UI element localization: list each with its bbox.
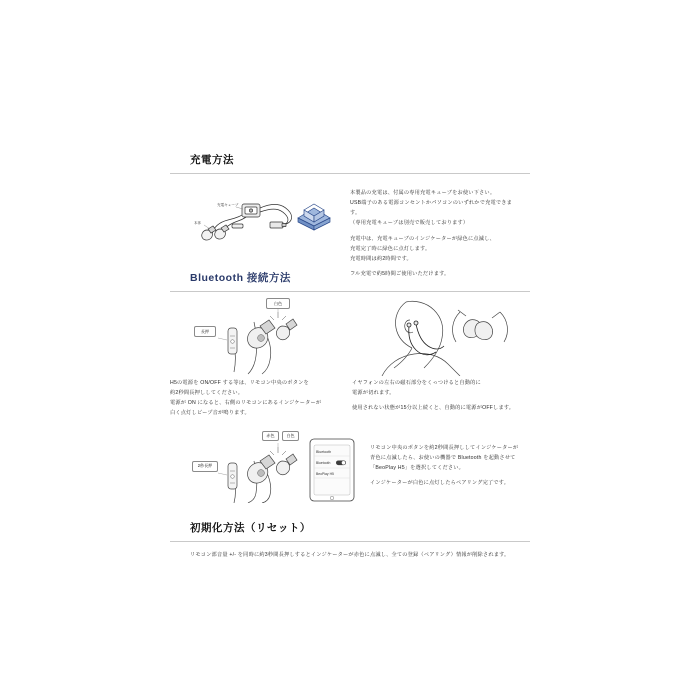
charging-line-3: （専用充電キューブは別売で販売しております） [350,220,469,227]
bluetooth-text-left [170,378,352,419]
bluetooth-magnet-figure [352,298,530,376]
pair-line-2: 青色に点滅したら、お使いの機器で Bluetooth を起動させて [370,454,516,461]
neck-illustration [352,298,530,376]
remote-control-pairing [228,463,237,489]
earbud [247,319,297,348]
bluetooth-divider [170,291,530,292]
bt-left-line-1: H5の電源を ON/OFF する等は、リモコン中央のボタンを [170,380,309,386]
bubble-white-indicator: 白色 [266,298,290,309]
section-bluetooth [170,268,530,503]
remote-control [228,328,237,354]
earbud-pairing [247,454,297,483]
charging-content [170,182,530,279]
magnet-closeup [453,310,508,342]
pairing-figure [170,431,370,503]
charging-heading: 充電方法 [190,154,234,166]
bluetooth-figures-row [170,298,530,376]
bluetooth-remote-figure [170,298,352,376]
remote-illustration [170,298,352,376]
bt-left-line-3: 電源が ON になると、右側のリモコンにあるインジケーターが [170,400,322,407]
charging-line-6: 充電時間は約2時間です。 [350,255,412,262]
reset-divider [170,541,530,542]
svg-text:本体: 本体 [194,221,202,225]
manual-sheet [170,140,530,570]
smartphone-illustration [310,439,354,501]
bubble-long-press: 長押 [194,326,216,337]
bluetooth-heading: Bluetooth 接続方法 [190,272,291,284]
bluetooth-pairing-row [170,431,530,503]
section-reset [170,518,530,560]
reset-text [170,550,530,560]
charging-line-4: 充電中は、充電キューブのインジケーターが緑色に点滅し、 [350,235,495,242]
charging-figure [170,182,350,254]
bubble-white-indicator-2: 白色 [282,431,299,441]
bt-left-line-4: 白く点灯しビープ音が鳴ります。 [170,410,250,417]
charging-line-1: 本製品の充電は、付属の専用充電キューブをお使い下さい。 [350,190,496,196]
charging-line-5: 充電完了時に緑色に点灯します。 [350,245,431,252]
bluetooth-text-row [170,378,530,419]
laptop-illustration [298,204,330,230]
charging-text [350,182,522,279]
pair-line-1: リモコン中央のボタンを約2秒間長押ししてインジケーターが [370,444,519,451]
charging-illustration [170,182,350,257]
reset-heading: 初期化方法（リセット） [190,522,311,534]
bluetooth-text-right [352,378,530,419]
svg-text:BeoPlay H5: BeoPlay H5 [316,471,334,476]
svg-text:Bluetooth: Bluetooth [316,449,332,454]
svg-text:充電キューブ: 充電キューブ [217,203,239,207]
charging-line-2: USB端子のある電源コンセントかパソコンのいずれかで充電できます。 [350,200,513,217]
charging-divider [170,173,530,174]
charging-cube [242,204,292,228]
svg-text:Bluetooth: Bluetooth [316,460,331,465]
pair-line-3: 「BeoPlay H5」を選択してください。 [370,464,465,471]
bt-right-line-2: 電源が切れます。 [352,390,395,397]
bt-right-line-3: 使用されない状態が15分以上続くと、自動的に電源がOFFします。 [352,405,515,412]
bubble-red-indicator: 赤色 [262,431,279,441]
section-charging [170,150,530,279]
charging-line-7: フル充電で約5時間ご使用いただけます。 [350,270,450,277]
bubble-hold-2sec: 2秒長押 [192,461,218,472]
reset-line-1: リモコン部音量 +/- を同時に約3秒間長押しするとインジケーターが赤色に点滅し、全ての登録（ペアリング）情報が削除されます。 [190,552,510,558]
bt-right-line-1: イヤフォンの左右の磁石部分をくっつけると自動的に [352,380,481,386]
bt-left-line-2: 約2秒間長押ししてください。 [170,390,244,397]
indicator-sparkle [270,312,286,320]
pairing-text [370,431,530,503]
pair-line-4: インジケーターが白色に点灯したらペアリング完了です。 [370,479,510,486]
